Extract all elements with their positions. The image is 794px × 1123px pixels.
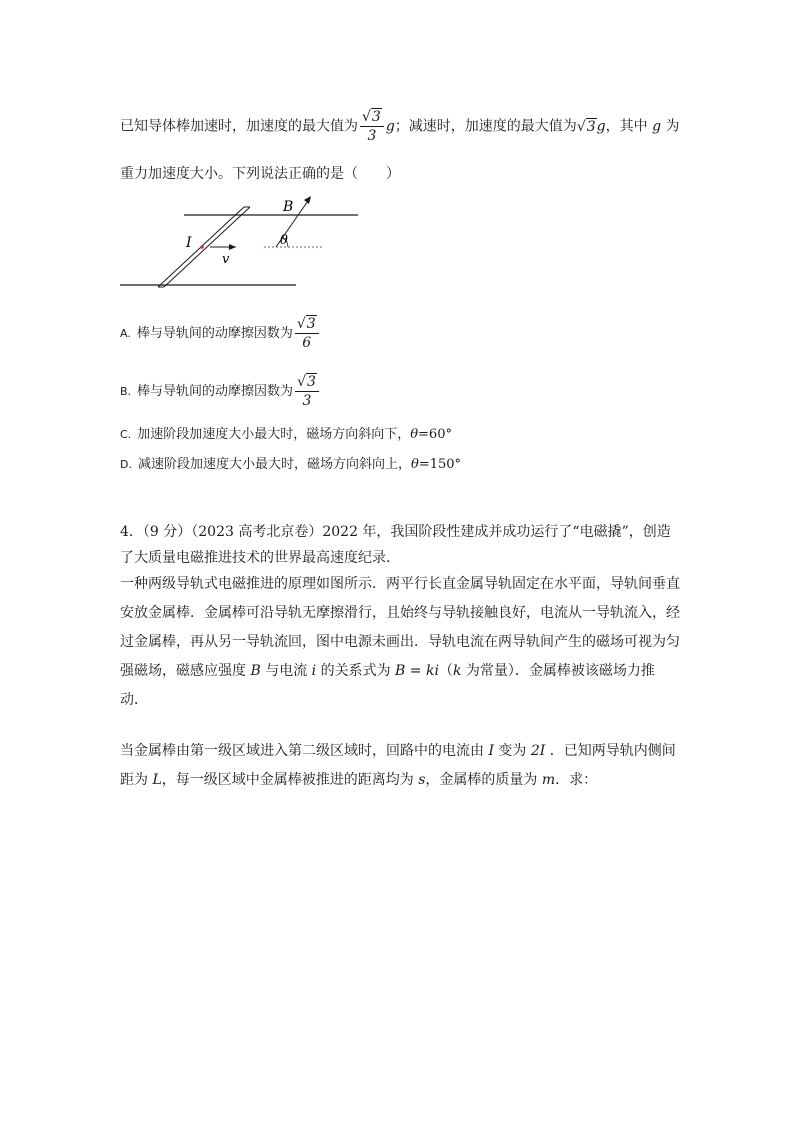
fraction-sqrt3-over-3: $\frac{√3}{3}$	[360, 108, 384, 145]
option-b[interactable]: B. 棒与导轨间的动摩擦因数为 $\frac{√3}{3}$	[120, 373, 321, 410]
label-I: I	[186, 235, 192, 251]
rail-diagram	[118, 195, 378, 295]
label-B: B	[283, 199, 294, 215]
sqrt-3: √3	[576, 118, 596, 135]
q4-paragraph-2: 一种两级导轨式电磁推进的原理如图所示．两平行长直金属导轨固定在水平面，导轨间垂直 安放金属棒．金属棒可沿导轨无摩擦滑行，且始终与导轨接触良好，电流从一导轨流入，经 过金属棒，再从另一导轨流回，图中电源未画出．导轨电流在两导轨间产生的磁场可视为匀 强磁场，磁感应强度 B 与电流 i 的关系式为 B = ki（k 为常量）．金属棒被该磁场力推 动．	[120, 576, 680, 708]
conductor-rod	[158, 207, 250, 287]
velocity-arrow	[210, 244, 236, 250]
label-theta: θ	[280, 233, 288, 248]
option-d[interactable]: D. 减速阶段加速度大小最大时，磁场方向斜向上，θ=150°	[120, 457, 462, 472]
q4-paragraph-3: 当金属棒由第一级区域进入第二级区域时，回路中的电流由 I 变为 2I ．已知两导轨内侧间 距为 L，每一级区域中金属棒被推进的距离均为 s，金属棒的质量为 m．求：	[120, 743, 676, 788]
q3-line2: 重力加速度大小。下列说法正确的是（ ）	[120, 166, 400, 182]
option-c[interactable]: C. 加速阶段加速度大小最大时，磁场方向斜向下，θ=60°	[120, 427, 452, 442]
option-a[interactable]: A. 棒与导轨间的动摩擦因数为 $\frac{√3}{6}$	[120, 315, 321, 352]
current-dot	[200, 245, 204, 249]
q4-paragraph-1: 4．（9 分）（2023 高考北京卷）2022 年，我国阶段性建成并成功运行了“电磁撬”，创造 了大质量电磁推进技术的世界最高速度纪录．	[120, 524, 671, 566]
label-v: v	[222, 252, 230, 267]
fraction-sqrt3-over-3: $\frac{√3}{3}$	[295, 373, 319, 410]
q3-line1: 已知导体棒加速时，加速度的最大值为 $\frac{√3}{3}$ g；减速时，加速度的最大值为√3g，其中 g 为	[120, 109, 680, 144]
fraction-sqrt3-over-6: $\frac{√3}{6}$	[295, 315, 319, 352]
